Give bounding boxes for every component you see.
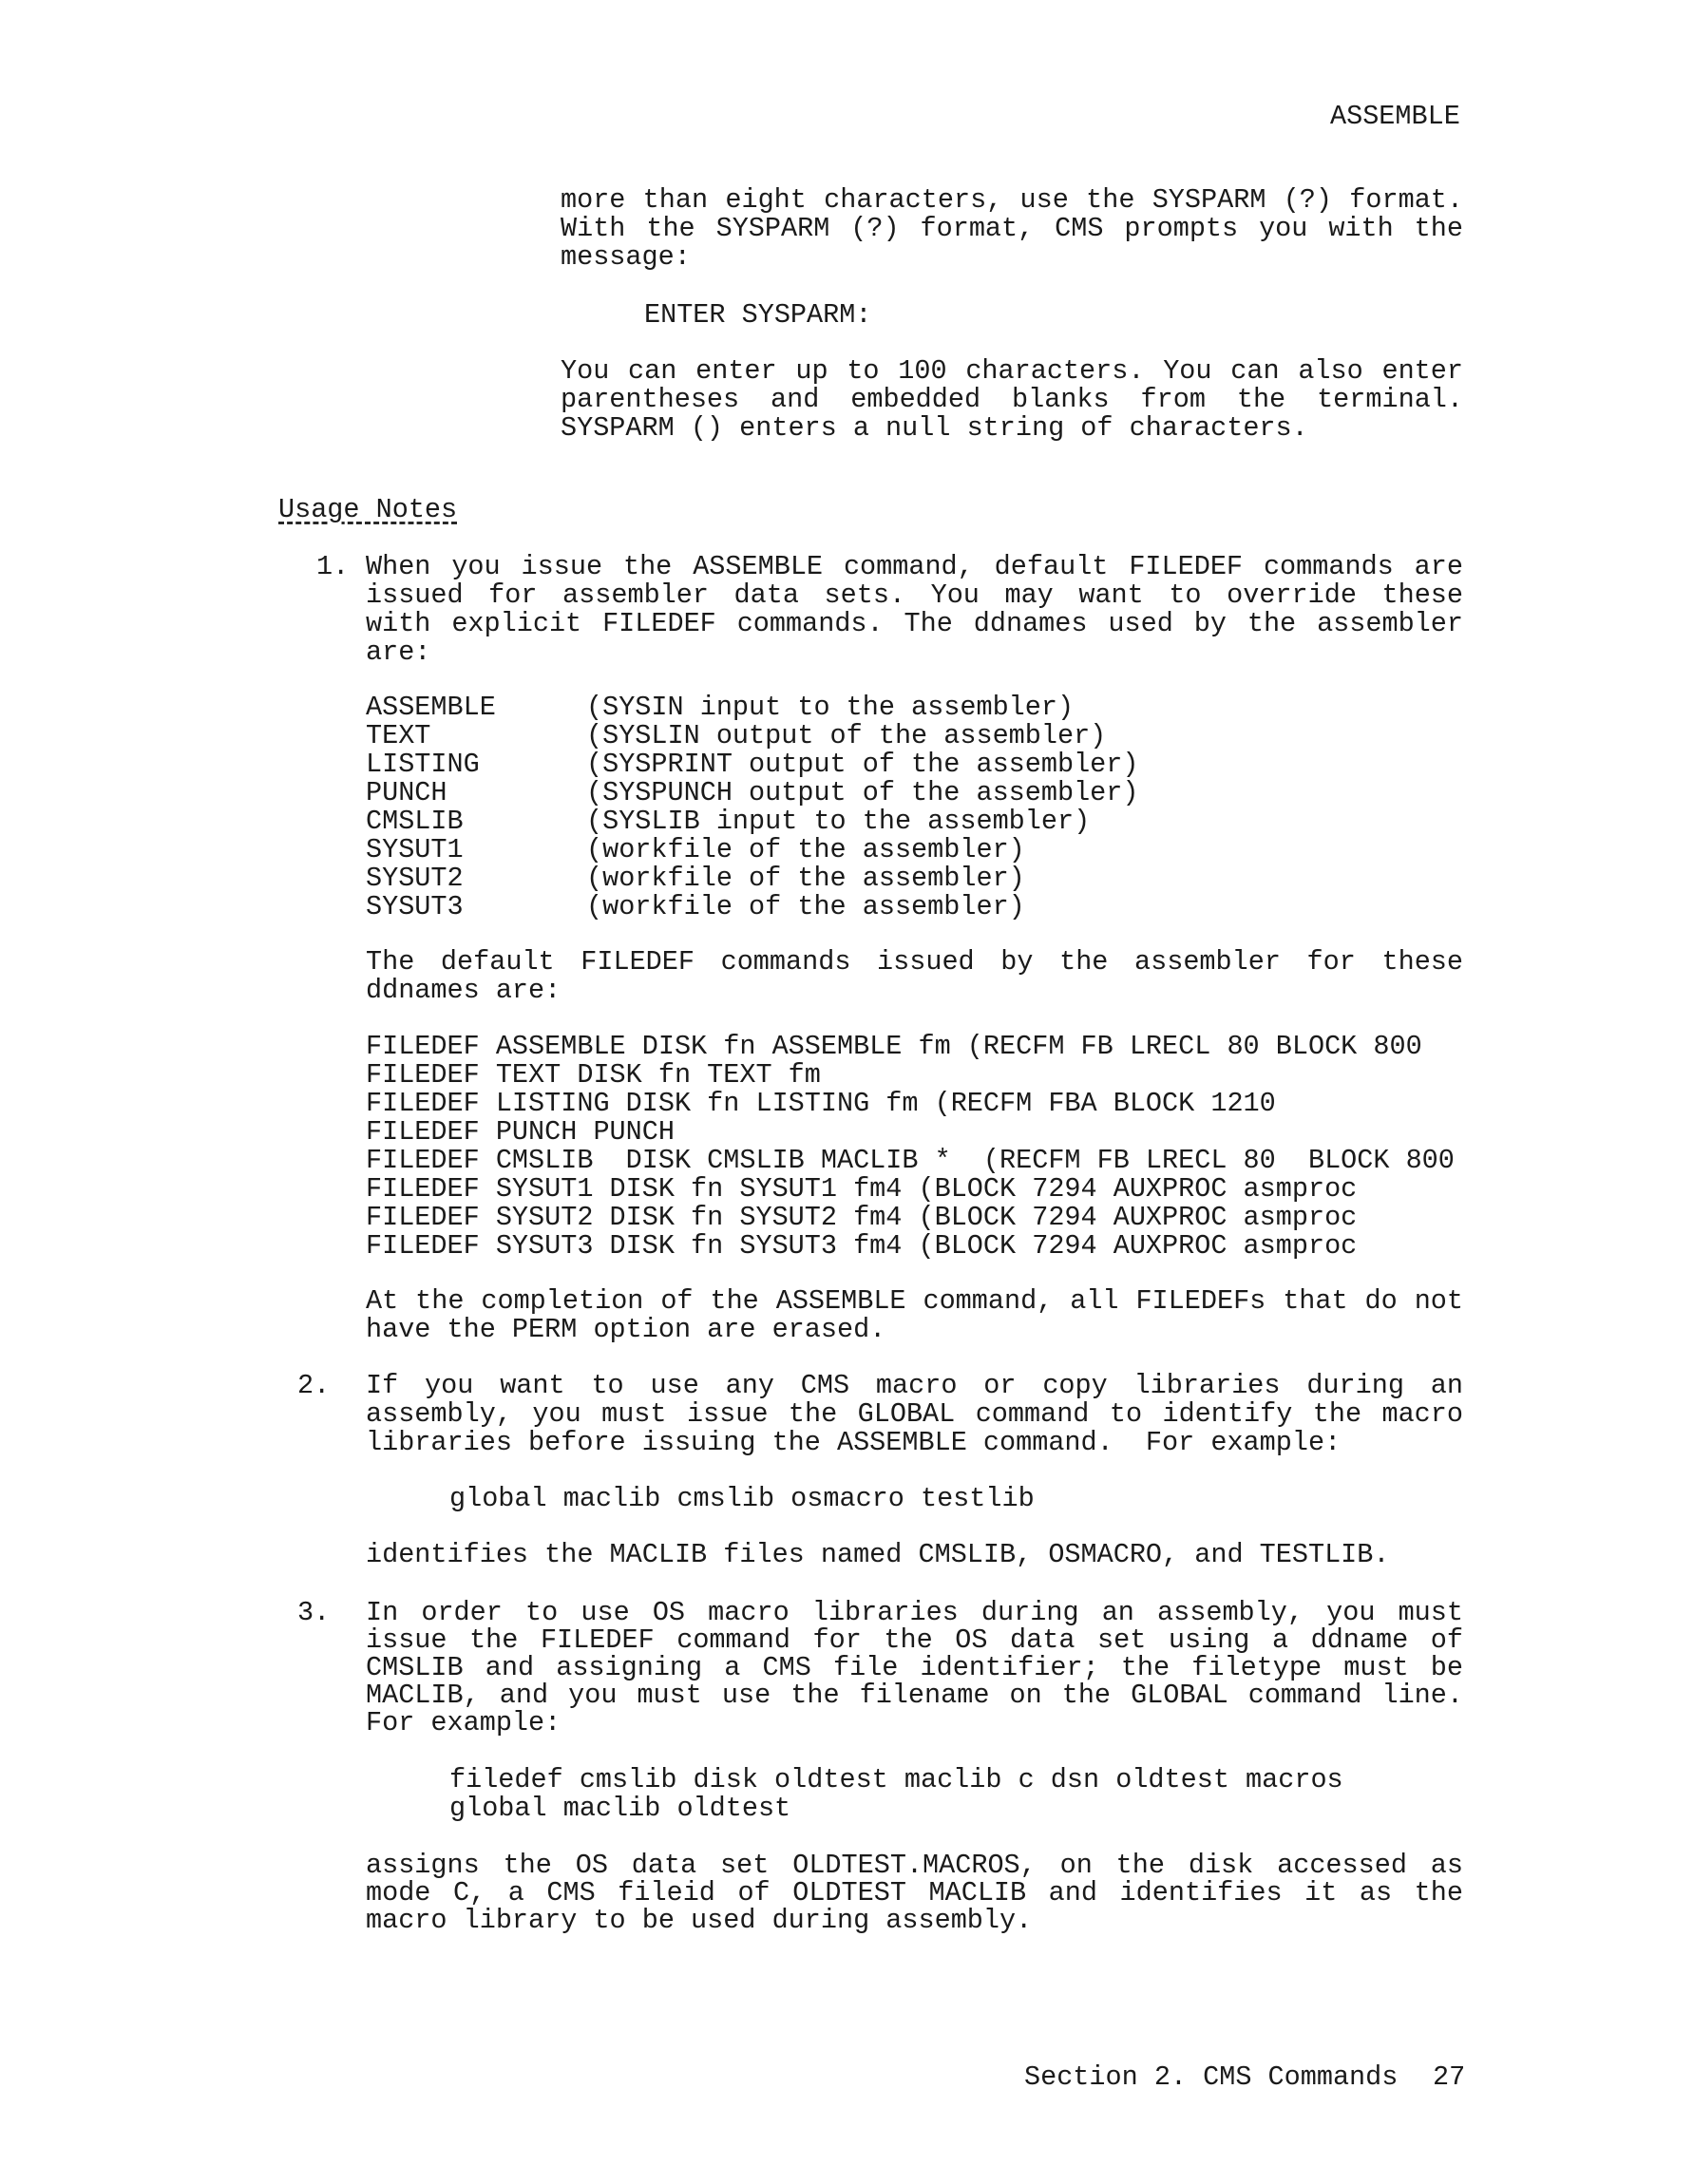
text-line: In order to use OS macro libraries during an assembly, you must [366, 1597, 1463, 1628]
text-line: with explicit FILEDEF commands. The ddnames used by the assembler [366, 608, 1463, 639]
text-line: SYSPARM () enters a null string of characters. [561, 412, 1308, 444]
text-line: CMSLIB and assigning a CMS file identifier; the filetype must be [366, 1652, 1463, 1683]
code-line: FILEDEF PUNCH PUNCH [366, 1116, 675, 1148]
text-line: message: [561, 241, 691, 273]
text-line: identifies the MACLIB files named CMSLIB, OSMACRO, and TESTLIB. [366, 1539, 1390, 1570]
running-header: ASSEMBLE [1330, 101, 1460, 132]
note-number: 1. [316, 551, 350, 582]
ddname-description: (SYSLIB input to the assembler) [586, 806, 1091, 837]
text-line: ddnames are: [366, 975, 561, 1006]
note-number: 2. [297, 1370, 331, 1401]
ddname: ASSEMBLE [366, 692, 496, 723]
ddname-row [366, 693, 1074, 722]
page-number: 27 [1433, 2061, 1466, 2093]
ddname-row [366, 836, 1025, 864]
usage-notes-heading: Usage Notes [278, 494, 458, 525]
text-line: libraries before issuing the ASSEMBLE command. For example: [366, 1427, 1342, 1458]
ddname-row [366, 864, 1025, 893]
ddname: SYSUT2 [366, 863, 464, 894]
text-line: assigns the OS data set OLDTEST.MACROS, on the disk accessed as [366, 1850, 1463, 1881]
ddname-description: (workfile of the assembler) [586, 834, 1025, 865]
ddname-description: (SYSLIN output of the assembler) [586, 720, 1107, 751]
footer-section-title: Section 2. CMS Commands [1024, 2061, 1399, 2093]
note-number: 3. [297, 1597, 331, 1628]
text-line: MACLIB, and you must use the filename on the GLOBAL command line. [366, 1680, 1463, 1711]
ddname: TEXT [366, 720, 431, 751]
text-line: have the PERM option are erased. [366, 1314, 886, 1345]
ddname-description: (SYSIN input to the assembler) [586, 692, 1075, 723]
text-line: macro library to be used during assembly. [366, 1905, 1033, 1936]
sysparm-prompt: ENTER SYSPARM: [644, 299, 872, 331]
ddname: PUNCH [366, 777, 447, 808]
code-line: FILEDEF TEXT DISK fn TEXT fm [366, 1059, 821, 1091]
ddname: SYSUT1 [366, 834, 464, 865]
code-line: global maclib oldtest [449, 1793, 791, 1824]
code-line: FILEDEF LISTING DISK fn LISTING fm (RECFM FBA BLOCK 1210 [366, 1088, 1276, 1119]
code-line: FILEDEF CMSLIB DISK CMSLIB MACLIB * (RECFM FB LRECL 80 BLOCK 800 [366, 1145, 1455, 1176]
code-line: global maclib cmslib osmacro testlib [449, 1483, 1035, 1514]
text-line: issued for assembler data sets. You may want to override these [366, 579, 1463, 611]
text-line: You can enter up to 100 characters. You can also enter [561, 355, 1463, 387]
text-line: assembly, you must issue the GLOBAL command to identify the macro [366, 1398, 1463, 1430]
text-line: issue the FILEDEF command for the OS data set using a ddname of [366, 1624, 1463, 1656]
code-line: FILEDEF SYSUT3 DISK fn SYSUT3 fm4 (BLOCK 7294 AUXPROC asmproc [366, 1230, 1358, 1262]
ddname: LISTING [366, 749, 480, 780]
text-line: mode C, a CMS fileid of OLDTEST MACLIB and identifies it as the [366, 1877, 1463, 1909]
code-line: FILEDEF SYSUT1 DISK fn SYSUT1 fm4 (BLOCK 7294 AUXPROC asmproc [366, 1173, 1358, 1205]
text-line: When you issue the ASSEMBLE command, default FILEDEF commands are [366, 551, 1463, 582]
text-line: At the completion of the ASSEMBLE command, all FILEDEFs that do not [366, 1285, 1463, 1317]
code-line: filedef cmslib disk oldtest maclib c dsn oldtest macros [449, 1764, 1343, 1795]
ddname-row [366, 750, 1139, 779]
ddname-description: (SYSPRINT output of the assembler) [586, 749, 1139, 780]
text-line: more than eight characters, use the SYSPARM (?) format. [561, 184, 1463, 216]
text-line: With the SYSPARM (?) format, CMS prompts you with the [561, 213, 1463, 244]
text-line: If you want to use any CMS macro or copy libraries during an [366, 1370, 1463, 1401]
ddname: CMSLIB [366, 806, 464, 837]
text-line: are: [366, 636, 431, 668]
ddname: SYSUT3 [366, 891, 464, 922]
code-line: FILEDEF ASSEMBLE DISK fn ASSEMBLE fm (RECFM FB LRECL 80 BLOCK 800 [366, 1031, 1422, 1062]
text-line: For example: [366, 1707, 561, 1738]
text-line: parentheses and embedded blanks from the terminal. [561, 384, 1463, 415]
ddname-description: (workfile of the assembler) [586, 863, 1025, 894]
text-line: The default FILEDEF commands issued by the assembler for these [366, 946, 1463, 978]
ddname-row [366, 807, 1090, 836]
ddname-description: (SYSPUNCH output of the assembler) [586, 777, 1139, 808]
code-line: FILEDEF SYSUT2 DISK fn SYSUT2 fm4 (BLOCK 7294 AUXPROC asmproc [366, 1202, 1358, 1233]
ddname-row [366, 893, 1025, 921]
ddname-description: (workfile of the assembler) [586, 891, 1025, 922]
ddname-row [366, 779, 1139, 807]
ddname-row [366, 722, 1106, 750]
